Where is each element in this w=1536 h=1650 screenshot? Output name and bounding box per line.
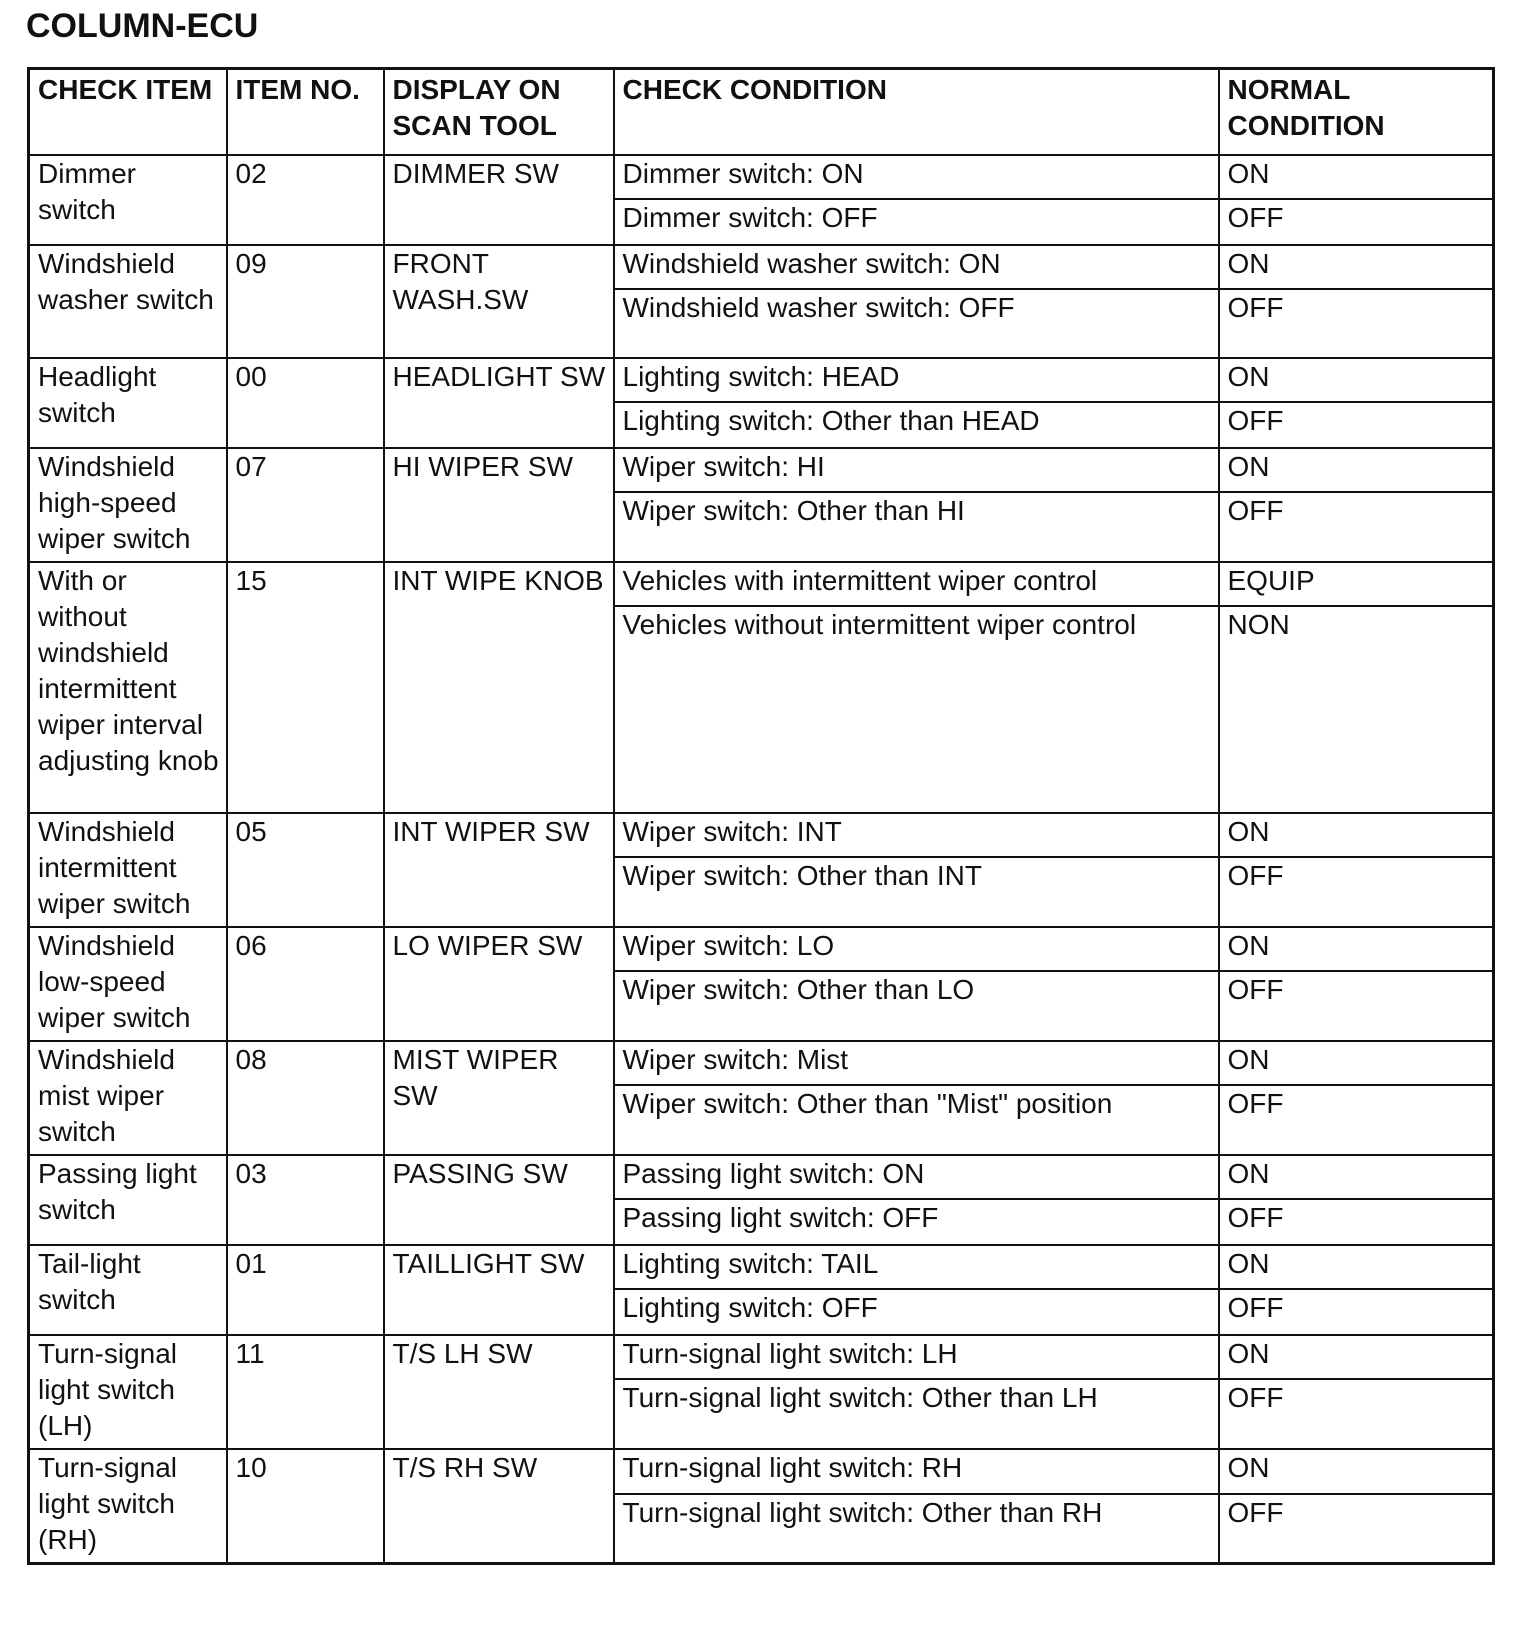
table-body bbox=[29, 155, 1494, 1564]
display-cell: HEADLIGHT SW bbox=[384, 358, 614, 448]
column-ecu-table bbox=[27, 67, 1495, 1565]
check-item-cell: Turn-signal light switch (LH) bbox=[29, 1335, 227, 1449]
check-condition-cell: Dimmer switch: OFF bbox=[614, 199, 1219, 245]
header-check-item: CHECK ITEM bbox=[29, 69, 227, 156]
normal-condition-cell: OFF bbox=[1219, 1199, 1494, 1245]
display-cell: PASSING SW bbox=[384, 1155, 614, 1245]
item-no-cell: 05 bbox=[227, 813, 384, 927]
normal-condition-cell: ON bbox=[1219, 1155, 1494, 1199]
item-no-cell: 15 bbox=[227, 562, 384, 813]
normal-condition-cell: ON bbox=[1219, 1449, 1494, 1494]
check-condition-cell: Lighting switch: HEAD bbox=[614, 358, 1219, 402]
normal-condition-cell: ON bbox=[1219, 358, 1494, 402]
table-row bbox=[29, 1155, 1494, 1199]
normal-condition-cell: ON bbox=[1219, 155, 1494, 199]
check-condition-cell: Wiper switch: Other than HI bbox=[614, 492, 1219, 562]
table-row bbox=[29, 927, 1494, 971]
item-no-cell: 01 bbox=[227, 1245, 384, 1335]
item-no-cell: 03 bbox=[227, 1155, 384, 1245]
check-condition-cell: Lighting switch: TAIL bbox=[614, 1245, 1219, 1289]
normal-condition-cell: ON bbox=[1219, 1245, 1494, 1289]
normal-condition-cell: ON bbox=[1219, 448, 1494, 492]
normal-condition-cell: EQUIP bbox=[1219, 562, 1494, 606]
table-row bbox=[29, 155, 1494, 199]
check-condition-cell: Lighting switch: OFF bbox=[614, 1289, 1219, 1335]
check-condition-cell: Turn-signal light switch: Other than RH bbox=[614, 1494, 1219, 1564]
header-display-on-scan-tool: DISPLAY ON SCAN TOOL bbox=[384, 69, 614, 156]
table-row bbox=[29, 562, 1494, 606]
check-item-cell: With or without windshield intermittent wiper interval adjusting knob bbox=[29, 562, 227, 813]
table-row bbox=[29, 813, 1494, 857]
check-item-cell: Windshield intermittent wiper switch bbox=[29, 813, 227, 927]
item-no-cell: 07 bbox=[227, 448, 384, 562]
header-item-no: ITEM NO. bbox=[227, 69, 384, 156]
check-item-cell: Headlight switch bbox=[29, 358, 227, 448]
check-condition-cell: Vehicles with intermittent wiper control bbox=[614, 562, 1219, 606]
check-condition-cell: Vehicles without intermittent wiper control bbox=[614, 606, 1219, 813]
table-row bbox=[29, 1449, 1494, 1494]
check-condition-cell: Turn-signal light switch: RH bbox=[614, 1449, 1219, 1494]
normal-condition-cell: OFF bbox=[1219, 1289, 1494, 1335]
check-condition-cell: Lighting switch: Other than HEAD bbox=[614, 402, 1219, 448]
normal-condition-cell: OFF bbox=[1219, 1085, 1494, 1155]
check-condition-cell: Dimmer switch: ON bbox=[614, 155, 1219, 199]
check-item-cell: Dimmer switch bbox=[29, 155, 227, 245]
normal-condition-cell: ON bbox=[1219, 927, 1494, 971]
check-condition-cell: Wiper switch: HI bbox=[614, 448, 1219, 492]
table-row bbox=[29, 1335, 1494, 1379]
normal-condition-cell: ON bbox=[1219, 245, 1494, 289]
page-title: COLUMN-ECU bbox=[26, 7, 259, 45]
header-check-condition: CHECK CONDITION bbox=[614, 69, 1219, 156]
normal-condition-cell: OFF bbox=[1219, 199, 1494, 245]
check-condition-cell: Wiper switch: LO bbox=[614, 927, 1219, 971]
normal-condition-cell: ON bbox=[1219, 1335, 1494, 1379]
normal-condition-cell: OFF bbox=[1219, 971, 1494, 1041]
display-cell: T/S RH SW bbox=[384, 1449, 614, 1564]
display-cell: T/S LH SW bbox=[384, 1335, 614, 1449]
table-row bbox=[29, 358, 1494, 402]
item-no-cell: 09 bbox=[227, 245, 384, 358]
check-condition-cell: Turn-signal light switch: LH bbox=[614, 1335, 1219, 1379]
header-row bbox=[29, 69, 1494, 156]
display-cell: INT WIPE KNOB bbox=[384, 562, 614, 813]
check-condition-cell: Windshield washer switch: OFF bbox=[614, 289, 1219, 358]
display-cell: TAILLIGHT SW bbox=[384, 1245, 614, 1335]
check-item-cell: Windshield high-speed wiper switch bbox=[29, 448, 227, 562]
table-row bbox=[29, 1041, 1494, 1085]
check-condition-cell: Wiper switch: Other than LO bbox=[614, 971, 1219, 1041]
check-condition-cell: Wiper switch: Other than INT bbox=[614, 857, 1219, 927]
check-item-cell: Windshield mist wiper switch bbox=[29, 1041, 227, 1155]
display-cell: INT WIPER SW bbox=[384, 813, 614, 927]
check-condition-cell: Passing light switch: OFF bbox=[614, 1199, 1219, 1245]
header-normal-condition: NORMAL CONDITION bbox=[1219, 69, 1494, 156]
display-cell: FRONT WASH.SW bbox=[384, 245, 614, 358]
item-no-cell: 11 bbox=[227, 1335, 384, 1449]
check-item-cell: Windshield washer switch bbox=[29, 245, 227, 358]
normal-condition-cell: OFF bbox=[1219, 857, 1494, 927]
item-no-cell: 00 bbox=[227, 358, 384, 448]
check-item-cell: Passing light switch bbox=[29, 1155, 227, 1245]
normal-condition-cell: ON bbox=[1219, 813, 1494, 857]
item-no-cell: 02 bbox=[227, 155, 384, 245]
normal-condition-cell: OFF bbox=[1219, 1494, 1494, 1564]
item-no-cell: 06 bbox=[227, 927, 384, 1041]
normal-condition-cell: OFF bbox=[1219, 402, 1494, 448]
item-no-cell: 08 bbox=[227, 1041, 384, 1155]
table-row bbox=[29, 245, 1494, 289]
normal-condition-cell: OFF bbox=[1219, 289, 1494, 358]
normal-condition-cell: OFF bbox=[1219, 492, 1494, 562]
display-cell: HI WIPER SW bbox=[384, 448, 614, 562]
check-item-cell: Tail-light switch bbox=[29, 1245, 227, 1335]
check-condition-cell: Wiper switch: Other than "Mist" position bbox=[614, 1085, 1219, 1155]
check-condition-cell: Windshield washer switch: ON bbox=[614, 245, 1219, 289]
table-row bbox=[29, 1245, 1494, 1289]
check-condition-cell: Passing light switch: ON bbox=[614, 1155, 1219, 1199]
check-item-cell: Windshield low-speed wiper switch bbox=[29, 927, 227, 1041]
check-condition-cell: Turn-signal light switch: Other than LH bbox=[614, 1379, 1219, 1449]
table-row bbox=[29, 448, 1494, 492]
normal-condition-cell: ON bbox=[1219, 1041, 1494, 1085]
check-condition-cell: Wiper switch: Mist bbox=[614, 1041, 1219, 1085]
display-cell: DIMMER SW bbox=[384, 155, 614, 245]
normal-condition-cell: NON bbox=[1219, 606, 1494, 813]
check-condition-cell: Wiper switch: INT bbox=[614, 813, 1219, 857]
check-item-cell: Turn-signal light switch (RH) bbox=[29, 1449, 227, 1564]
normal-condition-cell: OFF bbox=[1219, 1379, 1494, 1449]
item-no-cell: 10 bbox=[227, 1449, 384, 1564]
display-cell: MIST WIPER SW bbox=[384, 1041, 614, 1155]
display-cell: LO WIPER SW bbox=[384, 927, 614, 1041]
